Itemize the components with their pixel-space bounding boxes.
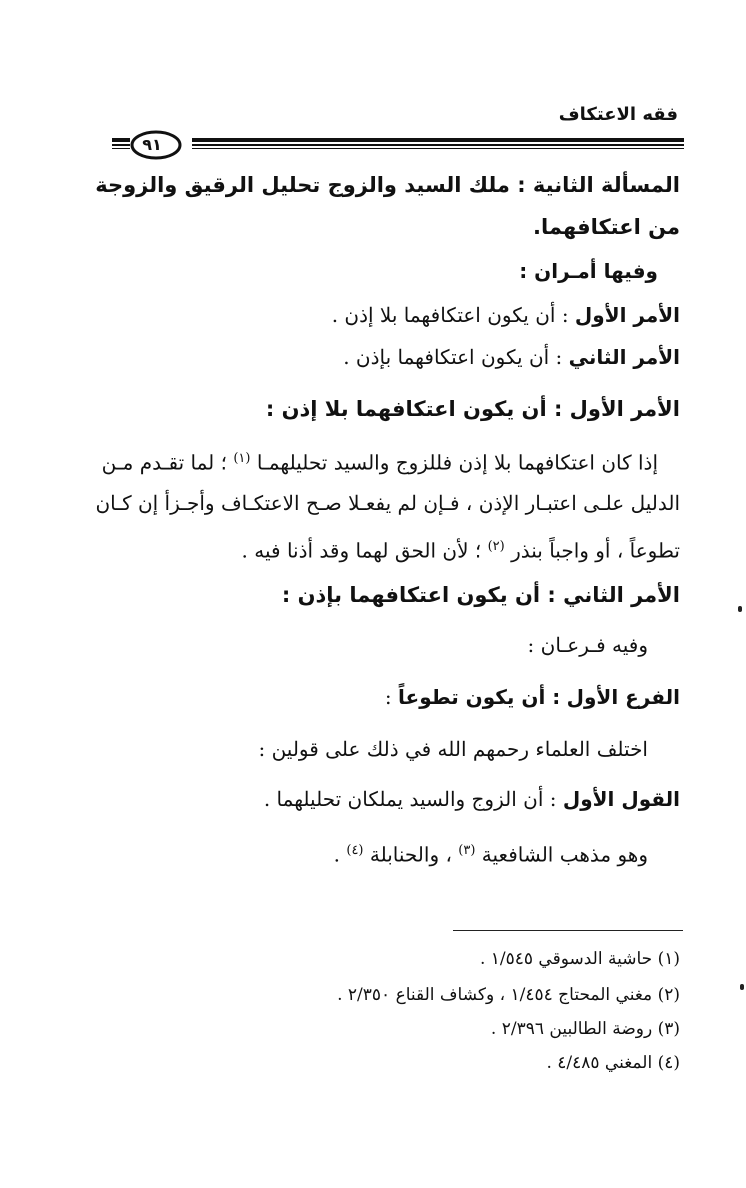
two-branches-intro: وفيه فـرعـان : <box>527 633 648 657</box>
para-1-text-d: ؛ لأن الحق لهما وقد أذنا فيه . <box>241 538 482 563</box>
scan-speck <box>740 984 744 990</box>
footnote-4-number: (٤) <box>657 1053 680 1073</box>
opinion-1-line <box>264 784 680 814</box>
branch-1-text: : أن يكون تطوعاً <box>398 685 561 709</box>
issue-heading-continued: من اعتكافهما. <box>533 215 680 239</box>
madhhab-line <box>334 836 648 870</box>
footnote-1-number: (١) <box>657 949 680 969</box>
matter-2-text: : أن يكون اعتكافهما بإذن . <box>343 345 563 369</box>
section-2-heading: الأمر الثاني : أن يكون اعتكافهما بإذن : <box>281 583 680 607</box>
footnote-ref-2: (٢) <box>487 539 505 554</box>
two-matters-intro: وفيها أمـران : <box>519 259 658 283</box>
footnote-1 <box>480 946 680 972</box>
footnote-3-text: روضة الطالبين ٢/٣٩٦ . <box>490 1019 653 1039</box>
opinion-1-label: القول الأول <box>562 787 680 811</box>
para-1-text-a: إذا كان اعتكافهما بلا إذن فللزوج والسيد تحليلهمـا <box>256 450 658 475</box>
footnote-separator <box>453 930 683 931</box>
matter-2-label: الأمر الثاني <box>568 345 680 369</box>
footnote-ref-1: (١) <box>233 451 251 466</box>
madhhab-text-a: وهو مذهب الشافعية <box>481 842 648 867</box>
footnote-3 <box>491 1016 680 1042</box>
scan-speck <box>738 606 742 612</box>
opinion-1-text: : أن الزوج والسيد يملكان تحليلهما . <box>263 787 557 811</box>
matter-2-line <box>343 342 680 372</box>
page-number: ٩١ <box>142 135 162 154</box>
matter-1-line <box>332 300 680 330</box>
section-1-heading: الأمر الأول : أن يكون اعتكافهما بلا إذن : <box>265 397 680 421</box>
para-1-text-c: تطوعاً ، أو واجباً بنذر <box>511 538 680 563</box>
madhhab-text-c: . <box>333 842 340 867</box>
footnote-3-number: (٣) <box>657 1019 680 1039</box>
footnote-ref-3: (٣) <box>458 843 476 858</box>
disagreement-line: اختلف العلماء رحمهم الله في ذلك على قولين : <box>258 737 648 761</box>
branch-1-label: الفرع الأول <box>566 685 680 709</box>
footnote-ref-4: (٤) <box>346 843 364 858</box>
madhhab-text-b: ، والحنابلة <box>369 842 452 867</box>
branch-1-colon: : <box>384 685 392 709</box>
footnote-2-text: مغني المحتاج ١/٤٥٤ ، وكشاف القناع ٢/٣٥٠ . <box>337 985 653 1005</box>
footnote-2-number: (٢) <box>657 985 680 1005</box>
matter-1-label: الأمر الأول <box>574 303 680 327</box>
book-title: فقه الاعتكاف <box>558 104 678 125</box>
para-1-line-2: الدليل علـى اعتبـار الإذن ، فـإن لم يفعـلا صـح الاعتكـاف وأجـزأ إن كـان <box>95 491 680 515</box>
footnote-2 <box>337 982 680 1008</box>
footnote-4-text: المغني ٤/٤٨٥ . <box>546 1053 653 1073</box>
footnote-4 <box>546 1050 680 1076</box>
issue-heading: المسألة الثانية : ملك السيد والزوج تحليل الرقيق والزوجة <box>95 173 680 197</box>
footnote-1-text: حاشية الدسوقي ١/٥٤٥ . <box>479 949 653 969</box>
branch-1-line <box>385 682 680 712</box>
para-1-line-3 <box>242 532 680 566</box>
header-rule <box>112 125 684 167</box>
para-1-text-b: ؛ لما تقـدم مـن <box>101 450 227 475</box>
matter-1-text: : أن يكون اعتكافهما بلا إذن . <box>331 303 569 327</box>
para-1-line-1 <box>101 444 658 478</box>
